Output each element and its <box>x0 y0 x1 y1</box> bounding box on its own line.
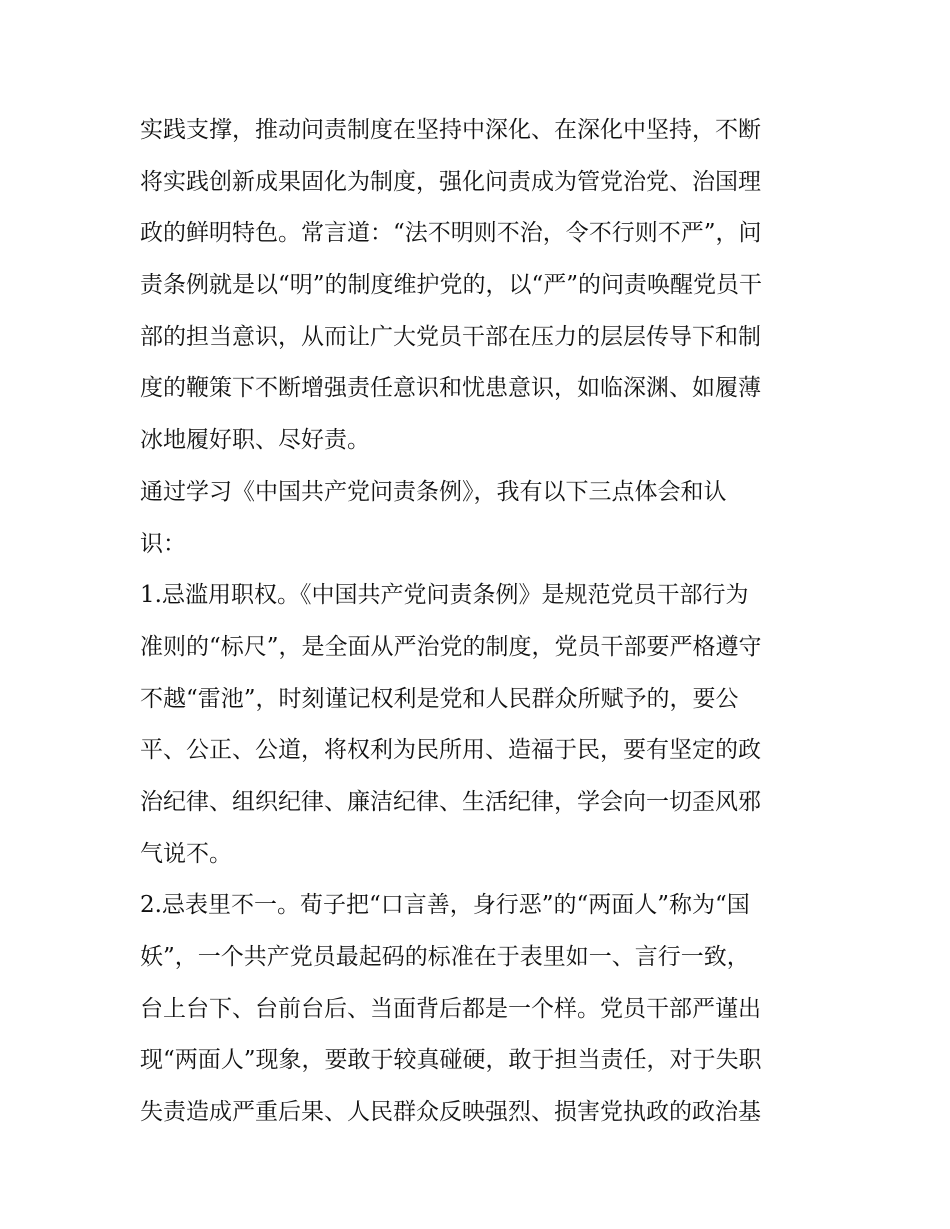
text-line: 度的鞭策下不断增强责任意识和忧患意识，如临深渊、如履薄 <box>140 375 761 402</box>
text-line: 准则的“标尺”，是全面从严治党的制度，党员干部要严格遵守 <box>140 633 762 660</box>
text-line: 将实践创新成果固化为制度，强化问责成为管党治党、治国理 <box>140 168 761 195</box>
text-line: 冰地履好职、尽好责。 <box>140 427 370 454</box>
text-line: 1.忌滥用职权。《中国共产党问责条例》是规范党员干部行为 <box>140 582 749 609</box>
text-line: 实践支撑，推动问责制度在坚持中深化、在深化中坚持，不断 <box>140 117 761 143</box>
text-line: 台上台下、台前台后、当面背后都是一个样。党员干部严谨出 <box>140 995 761 1022</box>
text-line: 妖”，一个共产党员最起码的标准在于表里如一、言行一致， <box>140 944 750 970</box>
text-line: 部的担当意识，从而让广大党员干部在压力的层层传导下和制 <box>140 323 761 350</box>
text-line: 政的鲜明特色。常言道：“法不明则不治，令不行则不严”，问 <box>140 220 762 247</box>
text-line: 2.忌表里不一。荀子把“口言善，身行恶”的“两面人”称为“国 <box>140 892 750 919</box>
text-line: 识： <box>140 530 186 557</box>
text-line: 责条例就是以“明”的制度维护党的，以“严”的问责唤醒党员干 <box>140 272 763 299</box>
text-line: 平、公正、公道，将权利为民所用、造福于民，要有坚定的政 <box>140 737 761 764</box>
text-line: 失责造成严重后果、人民群众反映强烈、损害党执政的政治基 <box>140 1099 761 1126</box>
text-line: 现“两面人”现象，要敢于较真碰硬，敢于担当责任，对于失职 <box>140 1047 762 1074</box>
text-line: 不越“雷池”，时刻谨记权利是党和人民群众所赋予的，要公 <box>140 685 739 712</box>
body-text <box>140 105 820 1139</box>
text-line: 通过学习《中国共产党问责条例》，我有以下三点体会和认 <box>140 478 727 505</box>
text-line: 气说不。 <box>140 840 232 867</box>
text-line: 治纪律、组织纪律、廉洁纪律、生活纪律，学会向一切歪风邪 <box>140 788 761 815</box>
